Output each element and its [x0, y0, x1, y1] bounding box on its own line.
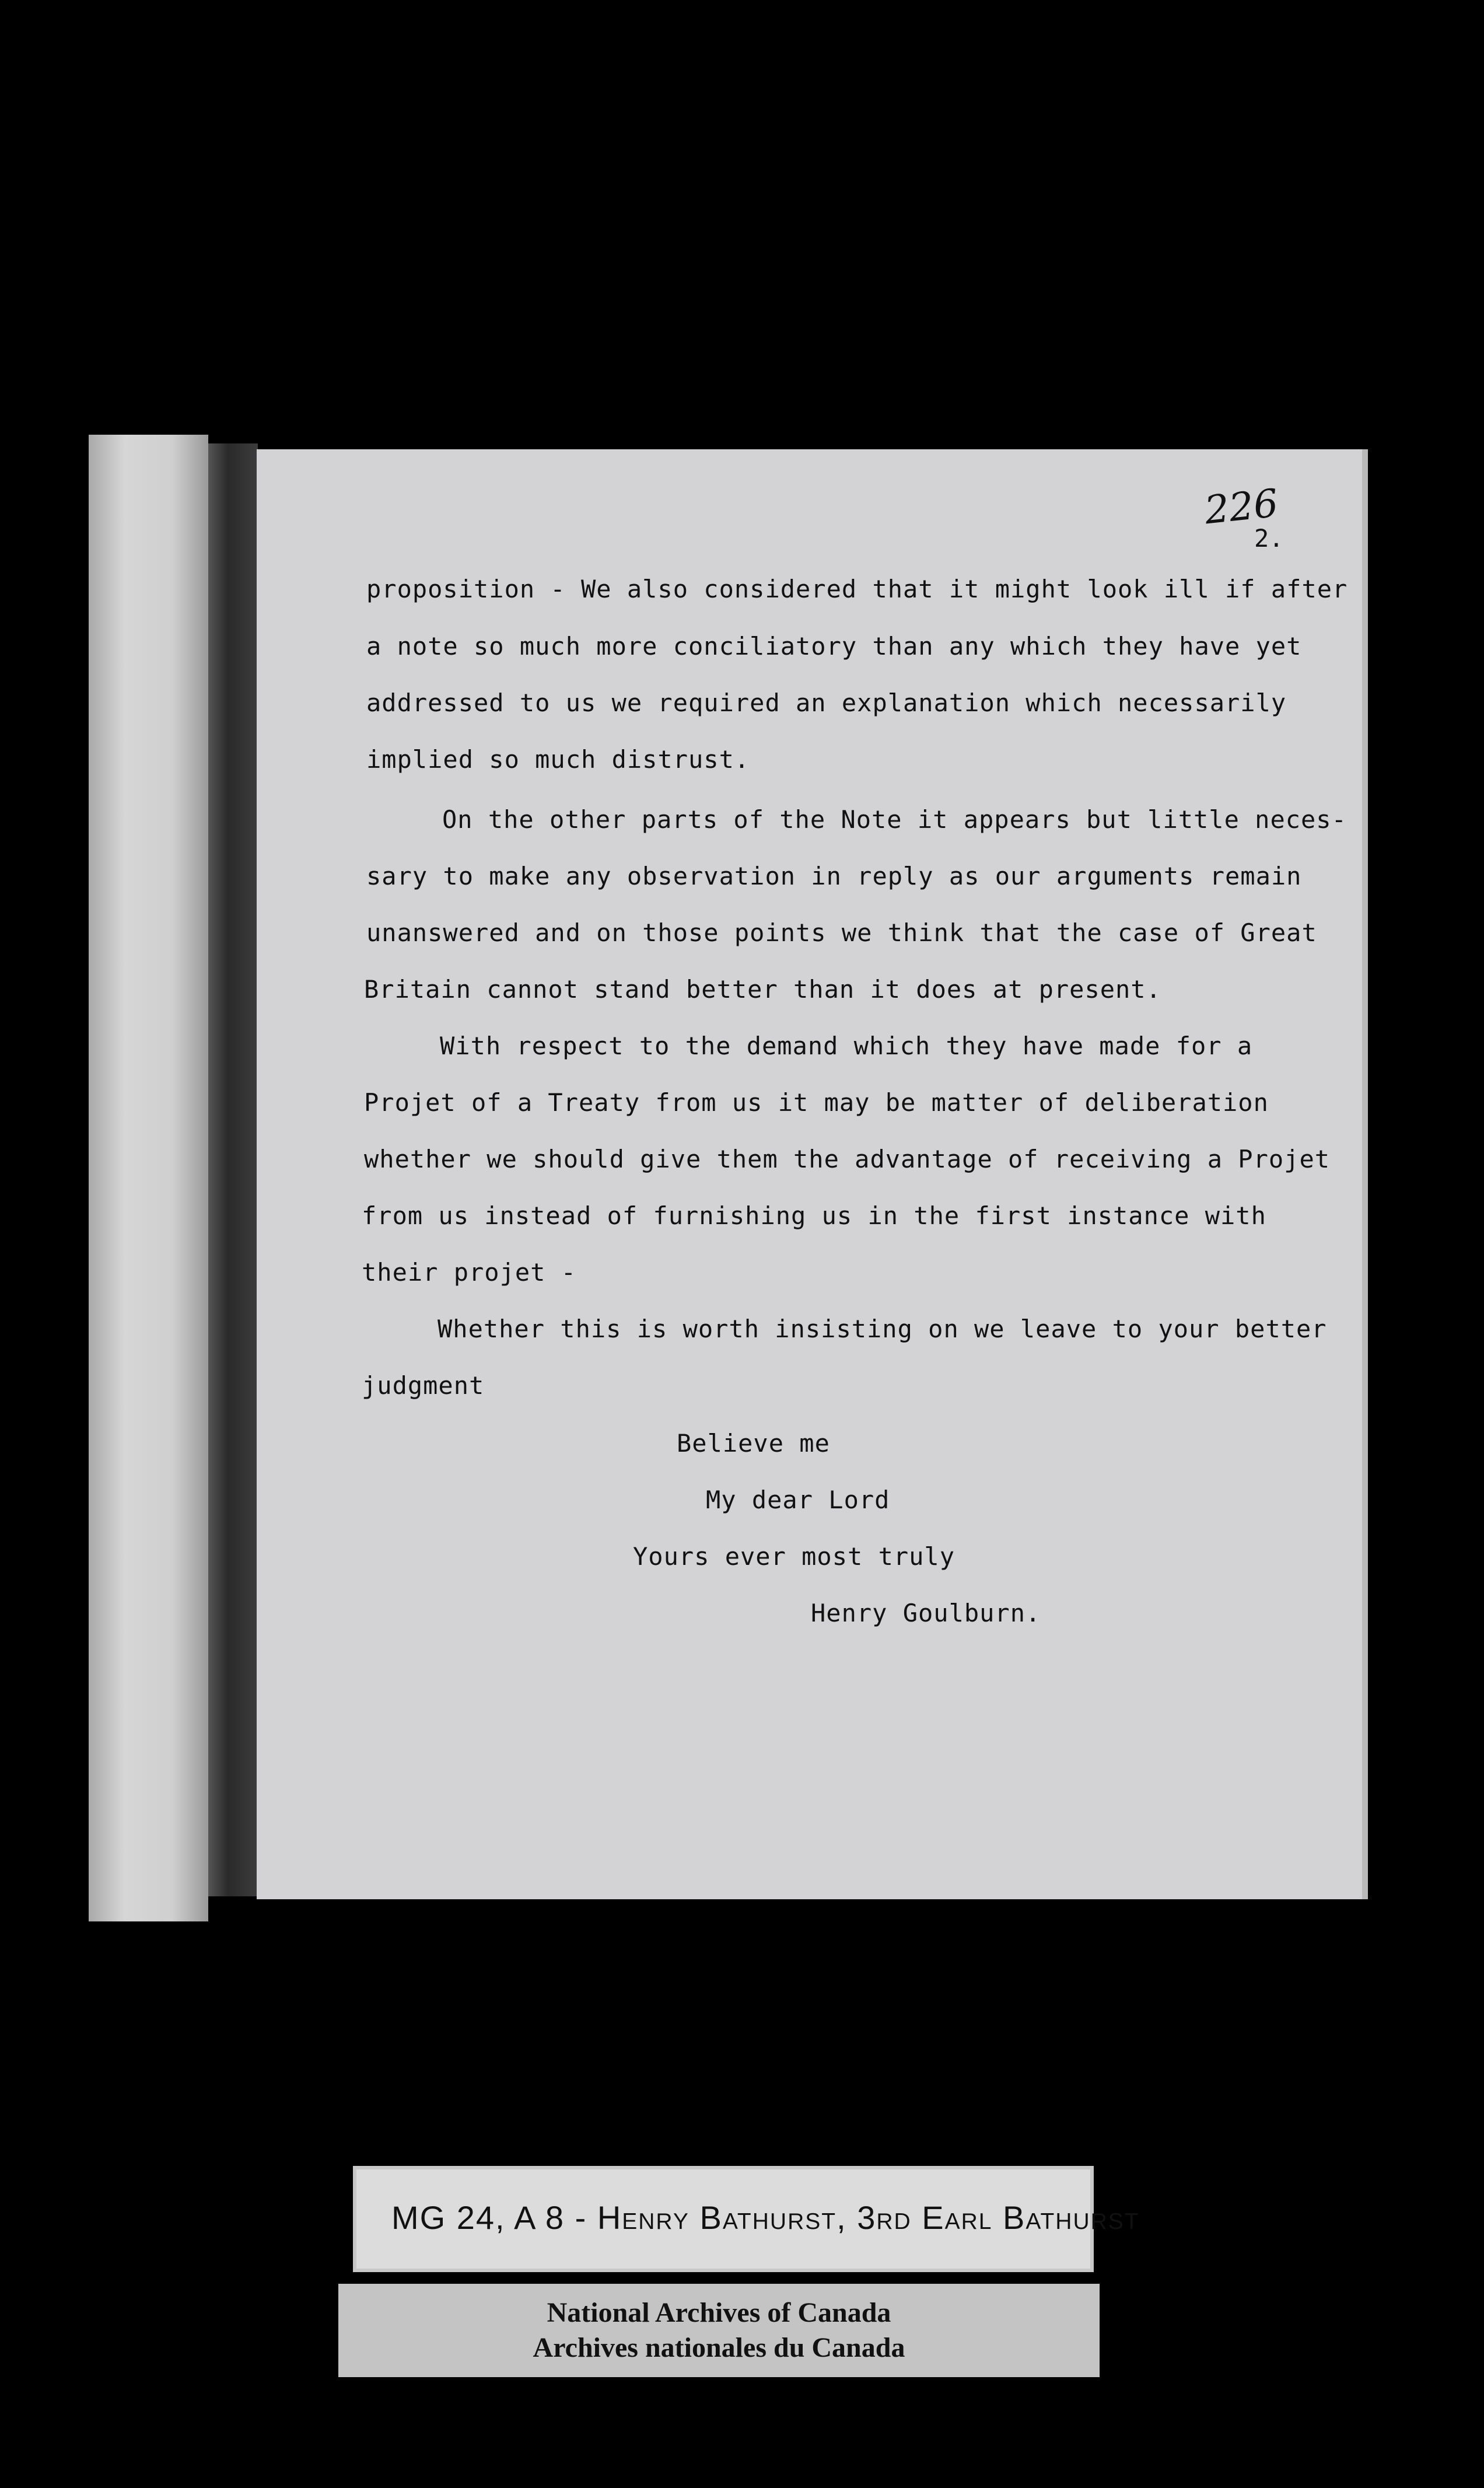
letter-line: unanswered and on those points we think that the case of Great — [366, 918, 1317, 947]
closing-line: My dear Lord — [706, 1486, 890, 1514]
letter-line: With respect to the demand which they have made for a — [440, 1032, 1253, 1060]
letter-line: from us instead of furnishing us in the first instance with — [362, 1201, 1266, 1230]
book-gutter — [208, 443, 258, 1896]
collection-label-text: MG 24, A 8 - Henry Bathurst, 3rd Earl Bathurst — [391, 2199, 1140, 2236]
page-edge — [1362, 449, 1368, 1899]
letter-line: judgment — [362, 1371, 485, 1400]
letter-line: On the other parts of the Note it appears but little neces- — [442, 805, 1347, 834]
archives-name-en: National Archives of Canada — [547, 2297, 891, 2328]
page-number: 2. — [1254, 524, 1284, 553]
archives-name-fr: Archives nationales du Canada — [533, 2332, 905, 2363]
book-spine-left — [89, 435, 208, 1921]
letter-line: implied so much distrust. — [366, 745, 750, 774]
signature-name: Henry Goulburn. — [811, 1599, 1041, 1627]
archives-stamp — [338, 2284, 1100, 2377]
letter-line: Britain cannot stand better than it does at present. — [364, 975, 1161, 1004]
letter-line: whether we should give them the advantage of receiving a Projet — [364, 1145, 1331, 1173]
letter-line: a note so much more conciliatory than any which they have yet — [366, 632, 1302, 661]
handwritten-folio-number: 226 — [1202, 480, 1280, 533]
letter-line: sary to make any observation in reply as our arguments remain — [366, 862, 1302, 890]
closing-line: Yours ever most truly — [633, 1542, 956, 1571]
document-page — [257, 449, 1365, 1899]
letter-line: Whether this is worth insisting on we leave to your better — [438, 1315, 1327, 1343]
letter-line: addressed to us we required an explanation which necessarily — [366, 689, 1287, 717]
closing-line: Believe me — [677, 1429, 830, 1458]
letter-line: Projet of a Treaty from us it may be matter of deliberation — [364, 1088, 1269, 1117]
letter-line: proposition - We also considered that it might look ill if after — [366, 575, 1348, 603]
letter-line: their projet - — [362, 1258, 577, 1287]
collection-label — [353, 2166, 1140, 2272]
